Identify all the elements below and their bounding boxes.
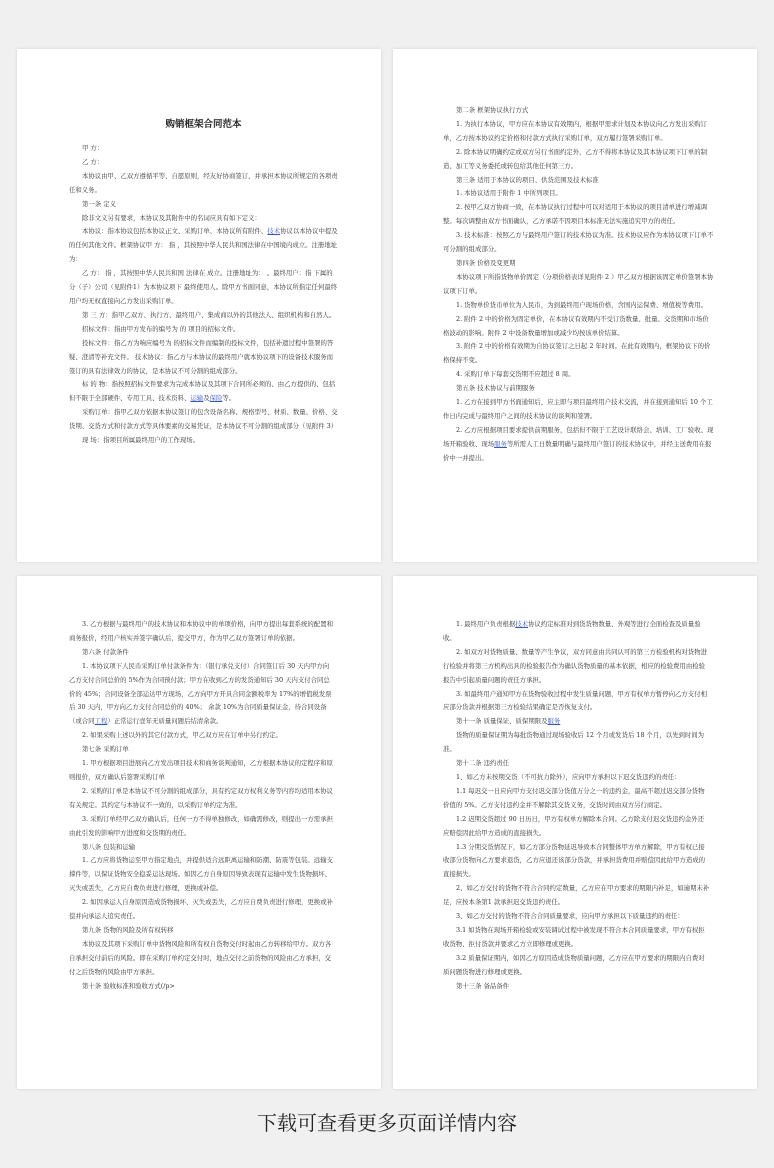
paragraph-text: 1、如乙方未按期交货（不可抗力除外），应向甲方承担以下迟交货违约的责任：: [456, 772, 681, 781]
paragraph: [443, 618, 710, 646]
paragraph-text: ）正常运行壹年无质量问题后结清余款。: [107, 717, 223, 726]
paragraph: [69, 406, 338, 434]
paragraph-text: 3. 乙方根据与最终用户的技术协议和本协议中的单项价格，向甲方提出每套系统的配置和商务报价，经用户核实并签字确认后，提交甲方，作为甲乙双方签署订单的依据。: [69, 620, 333, 642]
paragraph-text: 除非文义另有要求，本协议及其附件中的名词应具有如下定义：: [82, 213, 261, 222]
paragraph-text: 3. 采购订单经甲乙双方确认后，任何一方不得单独修改，如确需修改，则提出一方需承担由此引发的影响甲方进度和交货期的责任。: [69, 814, 333, 837]
paragraph: [69, 323, 338, 337]
paragraph-text: 1. 本协议项下人民币采购订单付款条件为：（银行承兑支付）合同签订后 30 天内甲方向乙方支付合同总价的 5%作为合同预付款；甲方在收到乙方的发货通知后 30 天内支付合同总价的 45%；合同设备全部运达甲方现场，乙方向甲方开具合同金额税率为 17%的增值税发票后 30 天内，甲方向乙方支付合同总价的 40%； 余款 10%为合同质量保证金，待合同设备（或合同: [69, 661, 332, 726]
paragraph: [443, 368, 714, 382]
paragraph-text: 1.3 分期交货情况下，如乙方部分货物延迟导致本合同整体甲方单方解除，甲方有权已接收部分货物向乙方要求退货，乙方应退还该部分货款，并承担货费用并赔偿因此给甲方造成的直接损失。: [443, 842, 706, 879]
inline-link[interactable]: 服务: [494, 439, 507, 448]
paragraph: [443, 980, 710, 994]
inline-link[interactable]: 运输: [190, 394, 204, 403]
paragraph: [69, 225, 338, 267]
paragraph: [69, 646, 334, 660]
paragraph-text: 本协议及其项下采购订单中货物风险和所有权自货物交付时起由乙方转移给甲方。双方各自承担交付前后的风险。即在采购订单约定交付时，地点交付之前货物的风险由乙方承担，交付之后货物的风险由甲方承担。: [69, 939, 332, 976]
inline-link[interactable]: 服务: [547, 717, 561, 726]
paragraph: [443, 174, 714, 188]
paragraph-text: 标 的 物：指按照招标文件要求为完成本协议及其项下合同所必须的、由乙方提供的、包括但不限于全部硬件、专用工具、技术资料、: [69, 380, 336, 403]
paragraph-text: 乙 方： 指 ，其按照中华人民共和国 法律在 成立。注册地址为： 。最终用户：指 下属的分（子）公司（见附件1）为本协议项下 最终使用人。除甲方书面同意，本协议所指定任何最终用户均无权直接向乙方发出采购订单。: [69, 269, 338, 305]
paragraph: [443, 118, 714, 146]
paragraph: [69, 618, 334, 646]
paragraph-text: 3.2 质量保证期内，如因乙方原因造成货物质量问题，乙方应在甲方要求的期限内自费对质问题货物进行修理或更换。: [443, 953, 705, 976]
paragraph-text: 1. 为执行本协议，甲方应在本协议有效期内，根据甲需求计划及本协议向乙方发出采购订单，乙方按本协议约定价格和付款方式执行采购订单，双方履行签署采购订单。: [443, 119, 707, 142]
paragraph-text: 第二条 框架协议执行方式: [456, 106, 529, 114]
download-caption[interactable]: 下载可查看更多页面详情内容: [257, 1111, 517, 1135]
paragraph: [443, 340, 714, 368]
page-4-body: [443, 618, 710, 993]
paragraph: [69, 938, 334, 980]
paragraph: [69, 309, 338, 323]
paragraph: [443, 201, 714, 229]
paragraph: [443, 187, 714, 201]
page-3-body: [69, 618, 334, 993]
document-page-3: [17, 576, 381, 1089]
paragraph-text: 1.2 迟期交货超过 90 日历日，甲方有权单方解除本合同。乙方除支付迟交货违约金外还应赔偿因此给甲方造成的直接损失。: [443, 814, 705, 837]
paragraph: [443, 229, 714, 257]
paragraph: [69, 743, 334, 757]
page-1-body: [69, 142, 338, 448]
paragraph: [443, 424, 714, 466]
paragraph-text: 甲 方：: [82, 144, 104, 152]
paragraph-text: 2. 如果采购上述以外的其它付款方式，甲乙双方应在订单中另行约定。: [82, 731, 282, 740]
paragraph: [69, 785, 334, 813]
paragraph-text: 2. 采购的订单是本协议不可分割的组成部分，具有约定双方权利义务等内容均适用本协议有关规定。其约定与本协议不一致的，以采购订单约定为准。: [69, 786, 333, 809]
paragraph-text: 2. 乙方应根据项目要求提供前期服务，包括但不限于工艺设计联络会、培训、工厂验收、现场开箱验收、现场: [443, 425, 714, 448]
paragraph: [443, 299, 714, 313]
paragraph: [69, 980, 334, 994]
inline-link[interactable]: 工程: [94, 717, 108, 726]
paragraph: [69, 434, 338, 448]
paragraph: [443, 104, 714, 118]
paragraph: [443, 952, 710, 980]
paragraph: [69, 378, 338, 406]
paragraph-text: 第四条 价格及变更期: [456, 258, 516, 267]
document-title: 购销框架合同范本: [165, 119, 242, 130]
inline-link[interactable]: 保险: [209, 394, 223, 403]
paragraph-text: 第八条 包装和运输: [82, 842, 136, 851]
document-page-2: [393, 49, 757, 562]
paragraph-text: 第十二条 违约责任: [456, 759, 510, 768]
paragraph: [443, 382, 714, 396]
paragraph: [443, 882, 710, 910]
paragraph-text: 第六条 付款条件: [82, 647, 129, 656]
paragraph: [443, 396, 714, 424]
paragraph: [69, 729, 334, 743]
paragraph-text: 第九条 货物的风险及所有权转移: [82, 925, 174, 934]
paragraph: [69, 156, 338, 170]
inline-link[interactable]: 技术: [267, 227, 281, 236]
paragraph: [443, 257, 714, 271]
paragraph: [443, 813, 710, 841]
paragraph: [443, 271, 714, 299]
paragraph-text: 现 场：指项目所属最终用户的工作现场。: [82, 436, 200, 445]
paragraph-text: 第 三 方：指甲乙双方、执行方、最终用户、集成商以外的其他法人、组织机构和自然人。: [82, 310, 336, 319]
page-2-body: [443, 104, 714, 466]
paragraph-text: 货物的质量保证期为每批货物通过现场验收后 12 个月或发货后 18 个月，以先到时间为准。: [443, 731, 705, 754]
paragraph-text: 及: [203, 394, 210, 403]
paragraph-text: 2. 如双方对货物质量、数量等产生争议，双方同意由共同认可的第三方检验机构对货物进行检验并将第三方机构出具的检验报告作为确认货物质量的基本依据，相应的检验费用由检验报告中引起质量问题的责任方承担。: [443, 647, 707, 684]
paragraph: [443, 646, 710, 688]
paragraph: [69, 142, 338, 156]
paragraph: [443, 771, 710, 785]
paragraph: [69, 170, 338, 198]
paragraph: [443, 910, 710, 924]
paragraph-text: 等所需人工日数量明确与最终用户签订的技术协议中，并经主送费用在报价中一并提出。: [443, 439, 712, 462]
paragraph-text: 本协议由甲、乙双方遵循平等、自愿原则，经友好协商签订，并承担本协议所规定的各项责任和义务。: [69, 171, 338, 194]
paragraph: [69, 267, 338, 309]
paragraph: [443, 715, 710, 729]
paragraph-text: 1. 货物单价货币单位为人民币，为到最终用户现场价格，含国内运保费、增值税等费用。: [456, 300, 707, 309]
paragraph-text: 3. 技术标准：按照乙方与最终用户签订的技术协议为准。技术协议应作为本协议项下订单不可分割的组成部分。: [443, 231, 714, 254]
paragraph: [69, 198, 338, 212]
paragraph-text: 第十三条 备品备件: [456, 981, 510, 990]
paragraph-text: 1. 本协议适用于附件 1 中所列项目。: [456, 189, 562, 198]
paragraph-text: 2. 附件 2 中的价格为固定单价，在本协议有效期内不受订货数量、批量、交货期和市场价格波动的影响。附件 2 中设备数量增加或减少均按该单价结算。: [443, 314, 709, 337]
paragraph-text: 第五条 技术协议与前期服务: [456, 384, 535, 393]
paragraph-text: 3. 附件 2 中的价格有效期为自协议签订之日起 2 年时间。在此有效期内，框架协议下的价格保持不变。: [443, 342, 711, 365]
paragraph: [69, 337, 338, 379]
paragraph: [443, 924, 710, 952]
paragraph: [443, 757, 710, 771]
paragraph-text: 第十一条 质量保证、质保期限及: [456, 717, 548, 726]
paragraph: [443, 688, 710, 716]
paragraph: [443, 841, 710, 883]
paragraph-text: 2. 如因承运人自身原因造成货物损坏、灭失或丢失，乙方应自费负责进行修理，更换或补偿并向承运人追究责任。: [69, 898, 333, 921]
inline-link[interactable]: 技术: [515, 620, 529, 628]
paragraph-text: 4. 采购订单下每套交货期不应超过 8 周。: [456, 370, 575, 379]
paragraph-text: 3、如乙方交付的货物不符合合同质量要求，应向甲方承担以下质量违约的责任：: [456, 912, 684, 921]
paragraph-text: 投标文件：指乙方为响应编号为 的招标文件而编制的投标文件，包括补遗过程中签署的答疑、澄清等补充文件。 技术协议：指乙方与本协议的最终用户就本协议项下的设备技术服务而签订的具有法律效力的协议，是本协议不可分割的组成部分。: [69, 338, 334, 375]
paragraph-text: 采购订单：指甲乙双方依据本协议签订的包含设备名称、规格型号、材质、数量、价格、交货期、交货方式和付款方式等具体要素的交易凭证，是本协议不可分割的组成部分（见附件 3）: [69, 408, 338, 431]
paragraph-text: 1. 最终用户负责根据: [456, 620, 516, 628]
paragraph-text: 2、如乙方交付的货物不符合合同约定数量，乙方应在甲方要求的期限内补足，如逾期未补足，应按本条第1 款承担迟交货违约责任。: [443, 884, 710, 907]
paragraph-text: 1. 乙方在接到甲方书面通知后，应主即与项目最终用户技术交流，并在接到通知后 10 个工作日内完成与最终用户之间的技术协议的谈判和签署。: [443, 398, 713, 420]
paragraph-text: 第七条 采购订单: [82, 745, 129, 754]
paragraph: [69, 660, 334, 730]
paragraph-text: 协议以本协议中提及的任何其他文件。框架协议甲 方： 指 ，其按照中华人民共和国法律在中国境内成立。注册地址为：: [69, 227, 338, 264]
document-page-1: [17, 49, 381, 562]
paragraph-text: 本协议：指本协议包括本协议正文、采购订单、本协议所有附件、: [82, 227, 268, 236]
paragraph-text: 3.1 如货物在现场开箱检验或安装调试过程中被发现不符合本合同质量要求，甲方有权拒收货物、拒付货款并要求乙方立即修理或更换。: [443, 925, 705, 948]
paragraph-text: 3. 如最终用户通知甲方在货物验收过程中发生质量问题，甲方有权单方暂停向乙方支付相应部分货款并根据第三方检验结果确定是否恢复支付。: [443, 689, 707, 712]
paragraph-text: 招标文件：指由甲方发布的编号为 的 项目的招标文件。: [82, 324, 240, 333]
paragraph-text: 第一条 定义: [82, 199, 116, 208]
paragraph-text: 协议约定标准对到货货物数量、外观等进行全面检查及质量验收。: [443, 620, 701, 642]
paragraph-text: 等。: [222, 394, 236, 403]
paragraph: [443, 146, 714, 174]
paragraph: [69, 212, 338, 226]
paragraph: [69, 813, 334, 841]
paragraph-text: 第三条 适用于本协议的项目、供货范围及技术标准: [456, 175, 599, 184]
paragraph: [69, 841, 334, 855]
paragraph: [443, 313, 714, 341]
paragraph-text: 1.1 每迟交一日应向甲方支付迟交部分货值万分之一的违约金，最高不超过迟交部分货物价值的 5%。乙方支付违约金并不解除其交货义务，交货时间由双方另行商定。: [443, 786, 705, 809]
paragraph: [69, 757, 334, 785]
document-page-4: [393, 576, 757, 1089]
paragraph-text: 乙 方：: [82, 157, 104, 166]
paragraph: [443, 785, 710, 813]
paragraph-text: 1. 乙方应将货物运至甲方指定地点，并提供适合远距离运输和防潮、防震等包装。远输支撑件等，以保证货物安全稳妥运达现场。如因乙方自身原因导致表现有运输中发生货物损坏、灭失或丢失，乙方应自费负责进行修理，更换或补偿。: [69, 856, 333, 893]
paragraph-text: 2. 除本协议明确约定或双方另行书面约定外，乙方不得将本协议及其本协议项下订单的制造、加工等义务委托或转包给其他任何第三方。: [443, 147, 707, 170]
paragraph-text: 2. 按甲乙双方协商一致，在本协议执行过程中可以对适用于本协议的项目清单进行增减调整。每次调整由双方书面确认，乙方承诺不因项目本标准无法实施追究甲方的责任。: [443, 203, 707, 226]
paragraph: [69, 896, 334, 924]
paragraph-text: 1. 甲方根据项目进展向乙方发出项目技术和商务谈判通知，乙方根据本协议的定程序和原则报价，双方确认后签署采购订单: [69, 759, 333, 781]
paragraph-text: 本协议项下所指货物单价固定（分项价格表详见附件 2 ）甲乙双方根据该固定单价签署本协议项下订单。: [443, 272, 714, 295]
paragraph-text: 第十条 验收标准和验收方式(/p>: [82, 981, 175, 990]
paragraph: [69, 924, 334, 938]
paragraph: [69, 854, 334, 896]
paragraph: [443, 729, 710, 757]
